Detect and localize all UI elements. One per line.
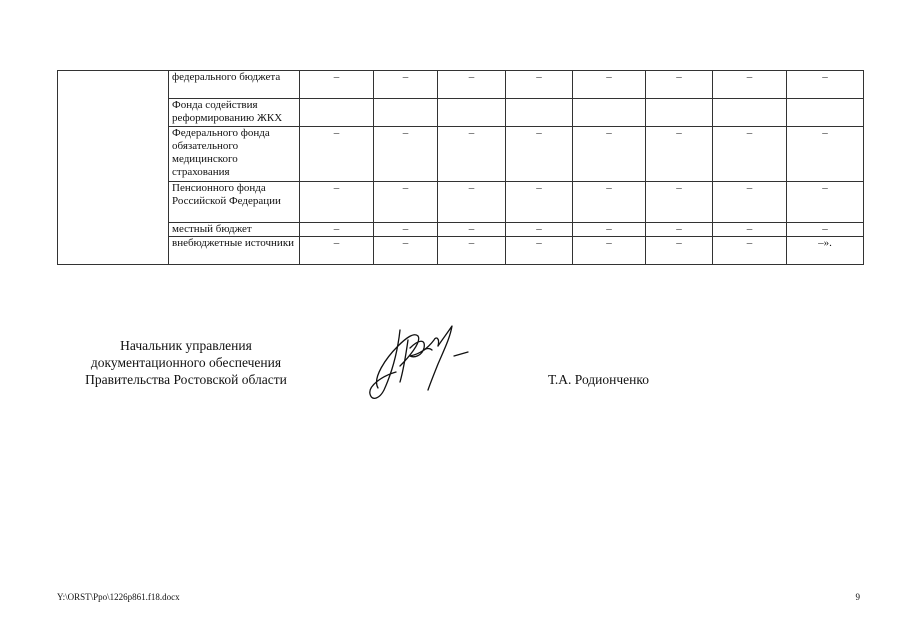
value-cell: – (300, 223, 374, 237)
value-cell: – (573, 223, 646, 237)
table-row (58, 127, 864, 182)
value-cell: – (438, 71, 506, 99)
value-cell (300, 99, 374, 127)
value-cell: – (300, 127, 374, 182)
value-cell: – (573, 127, 646, 182)
value-cell: – (506, 127, 573, 182)
value-cell: – (713, 127, 787, 182)
funding-source-cell: внебюджетные источники (169, 237, 300, 265)
table-row (58, 223, 864, 237)
signatory-title (40, 337, 332, 388)
value-cell: – (374, 127, 438, 182)
signatory-title-line: документационного обеспечения (90, 355, 282, 370)
value-cell: – (646, 223, 713, 237)
funding-source-cell: Федерального фонда обязательного медицинского страхования (169, 127, 300, 182)
funding-source-cell: местный бюджет (169, 223, 300, 237)
value-cell: – (573, 71, 646, 99)
merged-first-column-cell (58, 71, 169, 265)
value-cell: – (506, 223, 573, 237)
value-cell (374, 99, 438, 127)
value-cell: – (787, 127, 864, 182)
value-cell: – (374, 223, 438, 237)
value-cell: – (300, 237, 374, 265)
value-cell: – (438, 237, 506, 265)
handwritten-signature (364, 318, 476, 406)
value-cell: –». (787, 237, 864, 265)
value-cell: – (573, 237, 646, 265)
value-cell: – (573, 182, 646, 223)
value-cell (506, 99, 573, 127)
table-row (58, 237, 864, 265)
signatory-title-line: Начальник управления (120, 338, 252, 353)
value-cell: – (438, 223, 506, 237)
financing-table (57, 70, 864, 265)
footer-file-path: Y:\ORST\Ppo\1226p861.f18.docx (57, 592, 180, 602)
value-cell: – (646, 182, 713, 223)
signatory-name: Т.А. Родионченко (548, 372, 649, 387)
value-cell: – (438, 127, 506, 182)
value-cell: – (300, 182, 374, 223)
value-cell: – (713, 182, 787, 223)
value-cell: – (713, 237, 787, 265)
value-cell: – (506, 237, 573, 265)
value-cell: – (374, 71, 438, 99)
funding-source-cell: Фонда содействия реформированию ЖКХ (169, 99, 300, 127)
value-cell: – (713, 71, 787, 99)
value-cell: – (438, 182, 506, 223)
table-row (58, 71, 864, 99)
value-cell: – (713, 223, 787, 237)
funding-source-cell: Пенсионного фонда Российской Федерации (169, 182, 300, 223)
value-cell: – (787, 71, 864, 99)
value-cell: – (646, 71, 713, 99)
value-cell: – (374, 182, 438, 223)
funding-source-cell: федерального бюджета (169, 71, 300, 99)
page-number: 9 (855, 592, 860, 602)
value-cell: – (506, 182, 573, 223)
value-cell: – (374, 237, 438, 265)
value-cell (713, 99, 787, 127)
value-cell (438, 99, 506, 127)
table-body (58, 71, 864, 265)
table-row (58, 99, 864, 127)
value-cell: – (506, 71, 573, 99)
value-cell: – (300, 71, 374, 99)
value-cell (573, 99, 646, 127)
table-row (58, 182, 864, 223)
value-cell (787, 99, 864, 127)
signatory-title-line: Правительства Ростовской области (85, 372, 287, 387)
value-cell: – (787, 223, 864, 237)
value-cell: – (646, 127, 713, 182)
value-cell (646, 99, 713, 127)
value-cell: – (646, 237, 713, 265)
value-cell: – (787, 182, 864, 223)
